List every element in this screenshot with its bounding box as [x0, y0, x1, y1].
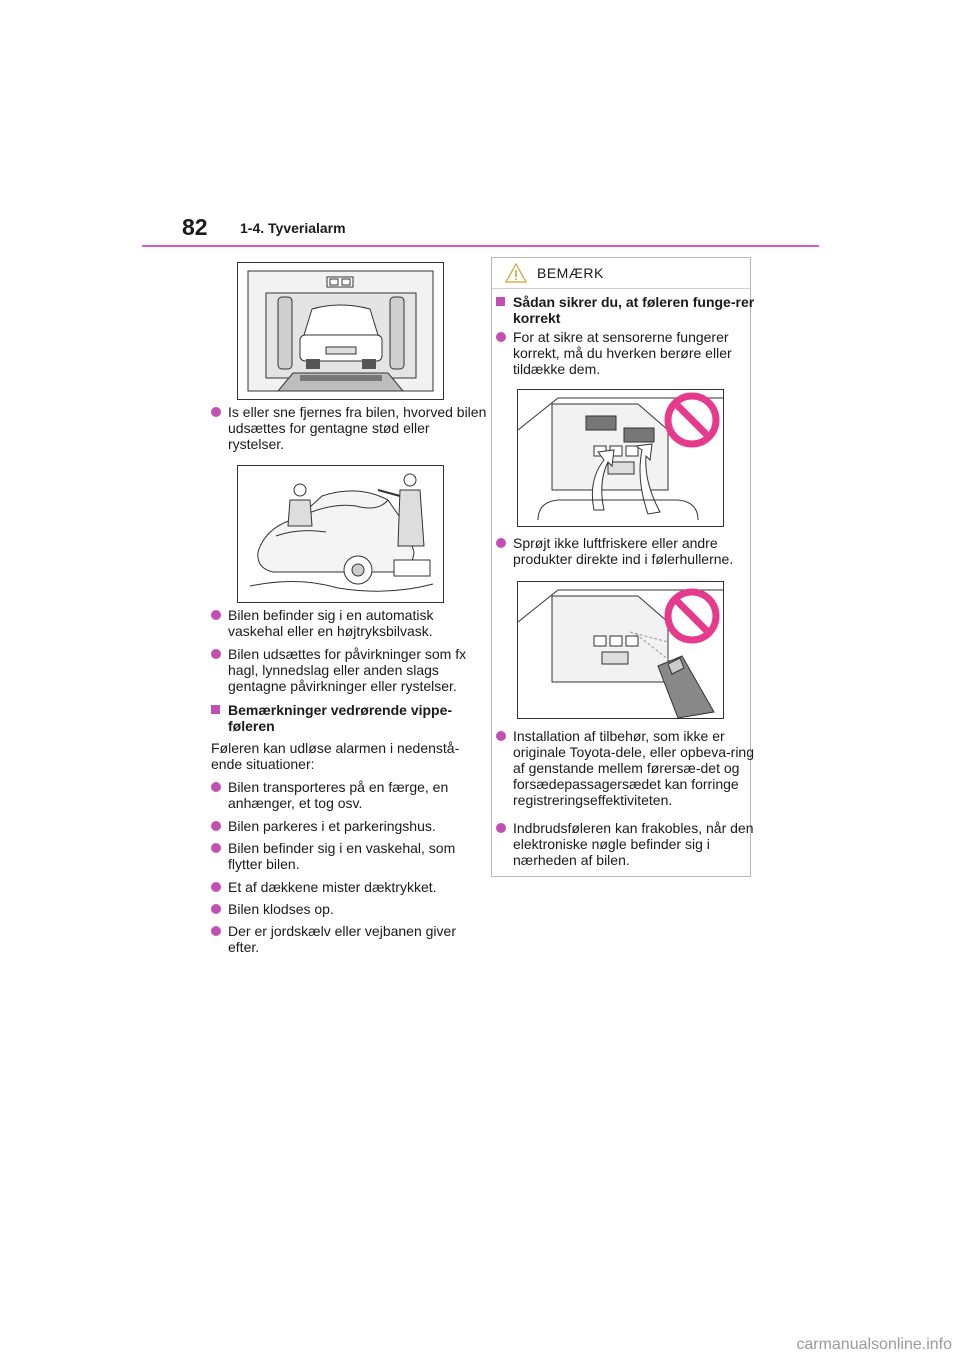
bullet-dot: [211, 407, 221, 417]
page-number: 82: [182, 214, 208, 240]
watermark: carmanualsonline.info: [796, 1336, 952, 1353]
square-bullet: [496, 297, 505, 306]
bullet-dot: [211, 904, 221, 914]
square-bullet: [211, 705, 220, 714]
bullet-ice-snow-removal: Is eller sne fjernes fra bilen, hvorved bilen udsættes for gentagne stød eller rystelser.: [211, 404, 488, 452]
tilt-sensor-intro: Føleren kan udløse alarmen i nedenstå-ende situationer:: [211, 740, 460, 772]
notice-title: BEMÆRK: [537, 265, 604, 281]
bullet-car-wash: Bilen befinder sig i en automatisk vaskehal eller en højtryksbilvask.: [211, 607, 488, 639]
bullet-dot: [211, 610, 221, 620]
page-header: [182, 214, 822, 248]
bullet-car-jacked: Bilen klodses op.: [211, 901, 488, 917]
notice-header: [492, 258, 750, 289]
snow-removal-illustration: [237, 465, 444, 603]
bullet-hail-lightning: Bilen udsættes for påvirkninger som fx hagl, lynnedslag eller anden slags gentagne påvirkninger eller rystelser.: [211, 646, 488, 694]
bullet-dot: [211, 782, 221, 792]
bullet-earthquake: Der er jordskælv eller vejbanen giver efter.: [211, 923, 488, 955]
bullet-dot: [211, 821, 221, 831]
notice-bullet-disable-sensor: Indbrudsføleren kan frakobles, når den elektroniske nøgle befinder sig i nærheden af bilen.: [496, 820, 761, 868]
section-title: 1-4. Tyverialarm: [240, 220, 346, 236]
notice-bullet-do-not-touch: For at sikre at sensorerne fungerer korrekt, må du hverken berøre eller tildække dem.: [496, 329, 761, 377]
warning-triangle-icon: [505, 263, 527, 283]
bullet-parking-garage: Bilen parkeres i et parkeringshus.: [211, 818, 488, 834]
bullet-dot: [496, 538, 506, 548]
header-rule: [142, 245, 819, 247]
car-wash-illustration: [237, 262, 444, 400]
notice-bullet-accessories: Installation af tilbehør, som ikke er originale Toyota-dele, eller opbeva-ring af genstande mellem førersæ-det og forsædepassagersædet kan forringe registreringseffektiviteten.: [496, 728, 761, 808]
spray-prohibited-illustration: [517, 581, 724, 719]
bullet-dot: [211, 882, 221, 892]
bullet-dot: [496, 731, 506, 741]
notice-heading: Sådan sikrer du, at føleren funge-rer korrekt: [496, 294, 761, 326]
bullet-dot: [496, 823, 506, 833]
tilt-sensor-heading: Bemærkninger vedrørende vippe-føleren: [211, 702, 488, 734]
bullet-dot: [211, 649, 221, 659]
bullet-tire-pressure: Et af dækkene mister dæktrykket.: [211, 879, 488, 895]
bullet-dot: [211, 843, 221, 853]
bullet-moving-car-wash: Bilen befinder sig i en vaskehal, som flytter bilen.: [211, 840, 488, 872]
bullet-ferry-transport: Bilen transporteres på en færge, en anhænger, et tog osv.: [211, 779, 488, 811]
notice-bullet-no-spray: Sprøjt ikke luftfriskere eller andre produkter direkte ind i følerhullerne.: [496, 535, 761, 567]
bullet-dot: [496, 332, 506, 342]
sensor-touch-prohibited-illustration: [517, 389, 724, 527]
bullet-dot: [211, 926, 221, 936]
